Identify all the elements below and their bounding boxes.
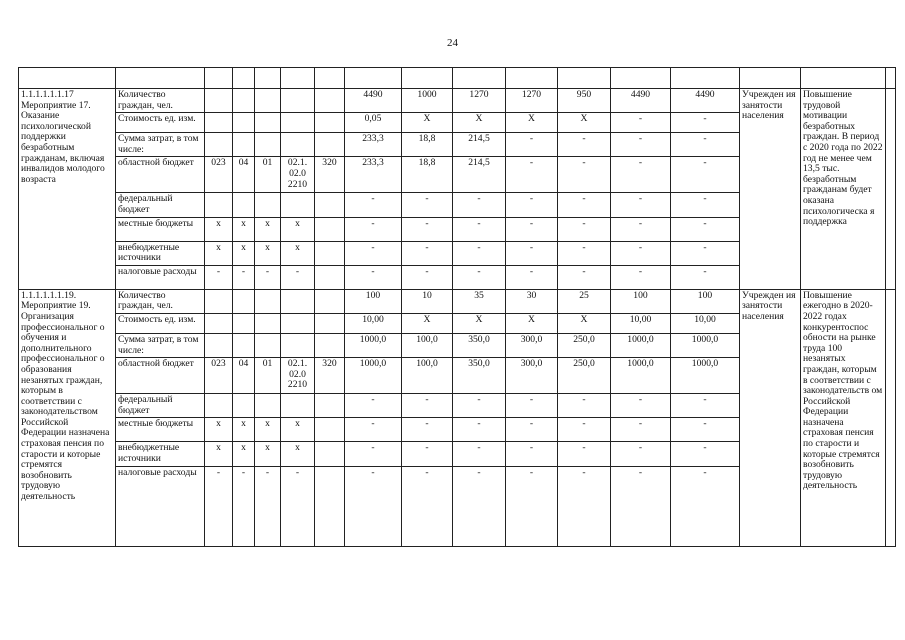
value-cell: X — [453, 113, 506, 133]
table-row — [19, 89, 896, 113]
budget-code-cell — [281, 89, 315, 113]
budget-code-cell — [205, 113, 233, 133]
budget-code-cell — [233, 289, 255, 313]
value-cell: - — [671, 394, 740, 418]
value-cell: - — [671, 418, 740, 442]
value-cell: 350,0 — [453, 358, 506, 394]
value-cell: - — [506, 265, 558, 289]
budget-code-cell: x — [255, 217, 281, 241]
budget-code-cell: x — [205, 418, 233, 442]
budget-code-cell: - — [205, 265, 233, 289]
budget-code-cell — [315, 193, 345, 217]
budget-code-cell — [315, 313, 345, 333]
indicator-label: внебюджетные источники — [116, 442, 205, 466]
budget-code-cell: x — [233, 241, 255, 265]
budget-code-cell — [315, 418, 345, 442]
budget-code-cell: - — [233, 265, 255, 289]
value-cell: - — [402, 394, 453, 418]
budget-code-cell — [281, 333, 315, 357]
value-cell: - — [611, 193, 671, 217]
value-cell: - — [345, 442, 402, 466]
expected-result-cell: Повышение ежегодно в 2020-2022 годах конкурентоспос обности на рынке труда 100 незанятых граждан, которым в соответствии с законодательств ом Российской Федерации назначена страховая пенсия по старости и которые стремятся возобновить трудовую деятельность — [801, 289, 886, 546]
value-cell: - — [671, 241, 740, 265]
activity-title-cell — [19, 89, 116, 290]
budget-code-cell — [205, 193, 233, 217]
budget-code-cell: 320 — [315, 358, 345, 394]
budget-code-cell: - — [205, 466, 233, 546]
activity-code: 1.1.1.1.1.1.19. — [21, 289, 77, 301]
value-cell: 35 — [453, 289, 506, 313]
budget-code-cell — [205, 313, 233, 333]
value-cell: 4490 — [671, 89, 740, 113]
value-cell: 18,8 — [402, 133, 453, 157]
value-cell: - — [558, 265, 611, 289]
budget-code-cell — [255, 289, 281, 313]
budget-code-cell — [315, 89, 345, 113]
indicator-label: Сумма затрат, в том числе: — [116, 133, 205, 157]
value-cell: 1000,0 — [671, 333, 740, 357]
budget-code-cell: x — [205, 217, 233, 241]
budget-code-cell — [255, 313, 281, 333]
value-cell: 10,00 — [611, 313, 671, 333]
value-cell: X — [402, 113, 453, 133]
activity-title: Мероприятие 19. Организация профессиональног о обучения и дополнительного профессиональног о образования незанятых граждан, которым в соответствии с законодательством Российской Федерации назначена страховая пенсия по старости и которые стремятся возобновить трудовую деятельность — [21, 300, 110, 503]
budget-code-cell — [281, 113, 315, 133]
top-empty-row — [19, 68, 896, 89]
indicator-label: областной бюджет — [116, 358, 205, 394]
value-cell: 250,0 — [558, 333, 611, 357]
value-cell: 10 — [402, 289, 453, 313]
value-cell: X — [506, 313, 558, 333]
value-cell: 30 — [506, 289, 558, 313]
budget-code-cell — [233, 89, 255, 113]
value-cell: - — [558, 394, 611, 418]
value-cell: - — [506, 394, 558, 418]
value-cell: 350,0 — [453, 333, 506, 357]
value-cell: - — [611, 442, 671, 466]
value-cell: 100 — [671, 289, 740, 313]
budget-code-cell — [205, 394, 233, 418]
value-cell: 250,0 — [558, 358, 611, 394]
value-cell: - — [402, 241, 453, 265]
budget-code-cell: x — [233, 217, 255, 241]
budget-code-cell: 023 — [205, 358, 233, 394]
budget-code-cell: 04 — [233, 157, 255, 193]
value-cell: - — [671, 157, 740, 193]
budget-code-cell: - — [281, 466, 315, 546]
budget-code-cell — [205, 89, 233, 113]
budget-code-cell — [281, 313, 315, 333]
value-cell: - — [402, 217, 453, 241]
budget-code-cell — [281, 289, 315, 313]
value-cell: - — [453, 466, 506, 546]
budget-code-cell — [281, 394, 315, 418]
budget-code-cell: 023 — [205, 157, 233, 193]
budget-code-cell — [233, 333, 255, 357]
value-cell: - — [506, 193, 558, 217]
value-cell: - — [671, 113, 740, 133]
value-cell: X — [402, 313, 453, 333]
budget-code-cell — [205, 289, 233, 313]
value-cell: - — [558, 442, 611, 466]
budget-code-cell: x — [233, 442, 255, 466]
budget-code-cell: x — [255, 442, 281, 466]
budget-code-cell: x — [205, 241, 233, 265]
value-cell: - — [453, 442, 506, 466]
value-cell: - — [345, 394, 402, 418]
indicator-label: федеральный бюджет — [116, 394, 205, 418]
budget-code-cell — [233, 313, 255, 333]
value-cell: 0,05 — [345, 113, 402, 133]
value-cell: - — [611, 241, 671, 265]
value-cell: X — [558, 313, 611, 333]
value-cell: - — [558, 133, 611, 157]
value-cell: - — [671, 133, 740, 157]
budget-code-cell — [255, 333, 281, 357]
budget-code-cell — [205, 333, 233, 357]
budget-code-cell: - — [255, 466, 281, 546]
value-cell: 25 — [558, 289, 611, 313]
value-cell: - — [345, 265, 402, 289]
value-cell: - — [611, 466, 671, 546]
budget-code-cell: 04 — [233, 358, 255, 394]
budget-code-cell — [315, 265, 345, 289]
value-cell: - — [506, 157, 558, 193]
value-cell: - — [611, 418, 671, 442]
edge-cell — [886, 289, 896, 546]
indicator-label: Количество граждан, чел. — [116, 89, 205, 113]
value-cell: - — [506, 418, 558, 442]
budget-code-cell — [315, 466, 345, 546]
budget-code-cell — [233, 193, 255, 217]
budget-code-cell: 320 — [315, 157, 345, 193]
value-cell: 300,0 — [506, 358, 558, 394]
value-cell: 10,00 — [671, 313, 740, 333]
activity-title: Мероприятие 17. Оказание психологической поддержки безработным гражданам, включая инвалидов молодого возраста — [21, 99, 105, 185]
value-cell: 214,5 — [453, 133, 506, 157]
budget-code-cell — [281, 133, 315, 157]
value-cell: 18,8 — [402, 157, 453, 193]
indicator-label: Сумма затрат, в том числе: — [116, 333, 205, 357]
value-cell: 1000,0 — [671, 358, 740, 394]
value-cell: - — [453, 418, 506, 442]
budget-code-cell: x — [205, 442, 233, 466]
value-cell: - — [402, 442, 453, 466]
value-cell: - — [402, 193, 453, 217]
budget-code-cell — [205, 133, 233, 157]
edge-cell — [886, 89, 896, 290]
value-cell: - — [611, 265, 671, 289]
indicator-label: Количество граждан, чел. — [116, 289, 205, 313]
value-cell: - — [453, 241, 506, 265]
budget-code-cell — [255, 133, 281, 157]
value-cell: - — [611, 113, 671, 133]
budget-code-cell — [315, 394, 345, 418]
value-cell: - — [506, 241, 558, 265]
value-cell: 233,3 — [345, 133, 402, 157]
budget-code-cell — [315, 217, 345, 241]
value-cell: - — [345, 193, 402, 217]
value-cell: 1000,0 — [611, 333, 671, 357]
indicator-label: федеральный бюджет — [116, 193, 205, 217]
budget-code-cell: x — [281, 442, 315, 466]
value-cell: 1000,0 — [345, 358, 402, 394]
budget-code-cell — [315, 442, 345, 466]
value-cell: - — [558, 157, 611, 193]
activity-code: 1.1.1.1.1.1.17 — [21, 89, 74, 100]
value-cell: - — [506, 133, 558, 157]
value-cell: 214,5 — [453, 157, 506, 193]
executor-cell: Учрежден ия занятости населения — [740, 89, 801, 290]
value-cell: - — [558, 241, 611, 265]
budget-code-cell: 01 — [255, 157, 281, 193]
value-cell: - — [506, 217, 558, 241]
indicator-label: Стоимость ед. изм. — [116, 113, 205, 133]
value-cell: - — [506, 466, 558, 546]
value-cell: - — [506, 442, 558, 466]
value-cell: 10,00 — [345, 313, 402, 333]
budget-code-cell: 01 — [255, 358, 281, 394]
value-cell: - — [671, 466, 740, 546]
value-cell: - — [402, 418, 453, 442]
value-cell: - — [345, 418, 402, 442]
value-cell: 100 — [611, 289, 671, 313]
value-cell: - — [402, 265, 453, 289]
budget-code-cell: x — [255, 418, 281, 442]
budget-code-cell: x — [233, 418, 255, 442]
value-cell: - — [345, 466, 402, 546]
table-body — [19, 68, 896, 547]
value-cell: - — [345, 241, 402, 265]
value-cell: 4490 — [611, 89, 671, 113]
value-cell: 950 — [558, 89, 611, 113]
value-cell: - — [558, 418, 611, 442]
indicator-label: внебюджетные источники — [116, 241, 205, 265]
budget-code-cell — [233, 133, 255, 157]
value-cell: - — [671, 217, 740, 241]
value-cell: 1000,0 — [345, 333, 402, 357]
budget-code-cell — [233, 113, 255, 133]
value-cell: 100,0 — [402, 358, 453, 394]
page-number: 24 — [447, 37, 458, 49]
value-cell: - — [671, 442, 740, 466]
budget-code-cell: x — [281, 418, 315, 442]
value-cell: - — [558, 217, 611, 241]
budget-code-cell — [315, 333, 345, 357]
value-cell: - — [453, 394, 506, 418]
activity-title-cell — [19, 289, 116, 546]
budget-code-cell: - — [255, 265, 281, 289]
budget-code-cell — [315, 289, 345, 313]
value-cell: 100 — [345, 289, 402, 313]
value-cell: - — [611, 394, 671, 418]
value-cell: X — [506, 113, 558, 133]
value-cell: 1000,0 — [611, 358, 671, 394]
value-cell: 1000 — [402, 89, 453, 113]
value-cell: X — [453, 313, 506, 333]
value-cell: - — [671, 193, 740, 217]
indicator-label: местные бюджеты — [116, 418, 205, 442]
value-cell: X — [558, 113, 611, 133]
value-cell: 100,0 — [402, 333, 453, 357]
value-cell: - — [345, 217, 402, 241]
value-cell: 1270 — [453, 89, 506, 113]
budget-code-cell — [315, 133, 345, 157]
value-cell: - — [453, 265, 506, 289]
value-cell: 4490 — [345, 89, 402, 113]
indicator-label: Стоимость ед. изм. — [116, 313, 205, 333]
indicator-label: областной бюджет — [116, 157, 205, 193]
budget-code-cell: x — [281, 241, 315, 265]
budget-code-cell — [255, 113, 281, 133]
expected-result-cell: Повышение трудовой мотивации безработных граждан. В период с 2020 года по 2022 год не менее чем 13,5 тыс. безработным гражданам будет оказана психологическа я поддержка — [801, 89, 886, 290]
value-cell: - — [671, 265, 740, 289]
value-cell: 300,0 — [506, 333, 558, 357]
value-cell: - — [402, 466, 453, 546]
budget-code-cell — [255, 394, 281, 418]
budget-code-cell: x — [281, 217, 315, 241]
indicator-label: местные бюджеты — [116, 217, 205, 241]
budget-code-cell — [315, 241, 345, 265]
budget-code-cell — [255, 193, 281, 217]
value-cell: - — [611, 157, 671, 193]
indicator-label: налоговые расходы — [116, 265, 205, 289]
value-cell: - — [453, 217, 506, 241]
value-cell: - — [611, 133, 671, 157]
value-cell: - — [453, 193, 506, 217]
executor-cell: Учрежден ия занятости населения — [740, 289, 801, 546]
value-cell: - — [611, 217, 671, 241]
program-activities-table — [18, 67, 896, 547]
budget-code-cell: 02.1. 02.0 2210 — [281, 157, 315, 193]
value-cell: - — [558, 466, 611, 546]
indicator-label: налоговые расходы — [116, 466, 205, 546]
budget-code-cell: 02.1. 02.0 2210 — [281, 358, 315, 394]
budget-code-cell — [233, 394, 255, 418]
value-cell: - — [558, 193, 611, 217]
budget-code-cell — [281, 193, 315, 217]
budget-code-cell — [315, 113, 345, 133]
budget-code-cell: - — [233, 466, 255, 546]
value-cell: 233,3 — [345, 157, 402, 193]
budget-code-cell: - — [281, 265, 315, 289]
budget-code-cell — [255, 89, 281, 113]
budget-code-cell: x — [255, 241, 281, 265]
table-row — [19, 289, 896, 313]
value-cell: 1270 — [506, 89, 558, 113]
